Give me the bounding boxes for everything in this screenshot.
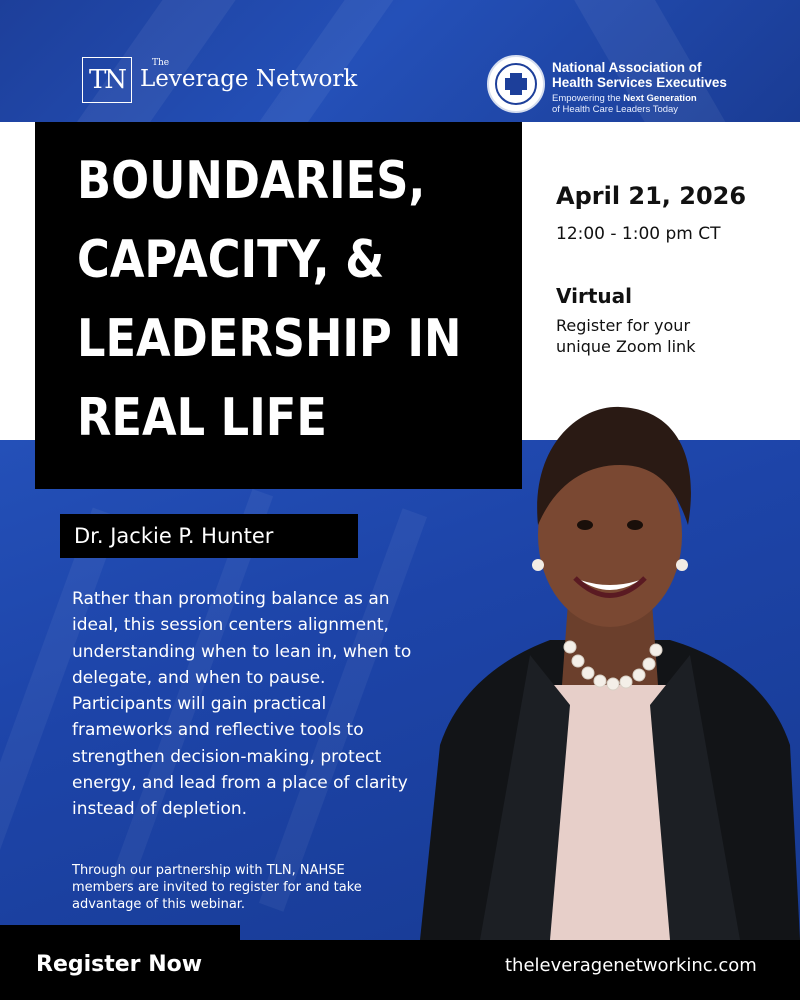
event-format: Virtual [556, 284, 632, 308]
partnership-note: Through our partnership with TLN, NAHSE members are invited to register for and take advantage of this webinar. [72, 863, 362, 912]
register-note: Register for your unique Zoom link [556, 316, 696, 356]
session-description: Rather than promoting balance as an ideal, this session centers alignment, understanding when to lean in, when to delegate, and when to pause. Participants will gain practical frameworks and reflective tools to strengthen decision-making, protect energy, and lead from a place of clarity instead of depletion. [72, 589, 412, 820]
event-date: April 21, 2026 [556, 182, 747, 210]
register-now-button[interactable]: Register Now [0, 925, 240, 1000]
website-link[interactable]: theleveragenetworkinc.com [505, 955, 757, 976]
nahse-line2: Health Services Executives [552, 75, 727, 90]
nahse-line1: National Association of [552, 60, 702, 75]
title-line: REAL LIFE [77, 388, 327, 448]
title-line: LEADERSHIP IN [77, 309, 462, 369]
tln-monogram: TN [88, 65, 126, 95]
title-line: BOUNDARIES, [77, 151, 426, 211]
title-line: CAPACITY, & [77, 230, 385, 290]
tln-name: Leverage Network [140, 66, 358, 92]
tln-the: The [152, 58, 170, 68]
event-time: 12:00 - 1:00 pm CT [556, 224, 721, 244]
tln-monogram-logo [82, 57, 132, 103]
speaker-name: Dr. Jackie P. Hunter [60, 514, 358, 558]
nahse-wordmark [552, 60, 727, 115]
nahse-tagline: Empowering the Next Generation of Health Care Leaders Today [552, 93, 697, 115]
nahse-seal-icon [487, 55, 545, 113]
